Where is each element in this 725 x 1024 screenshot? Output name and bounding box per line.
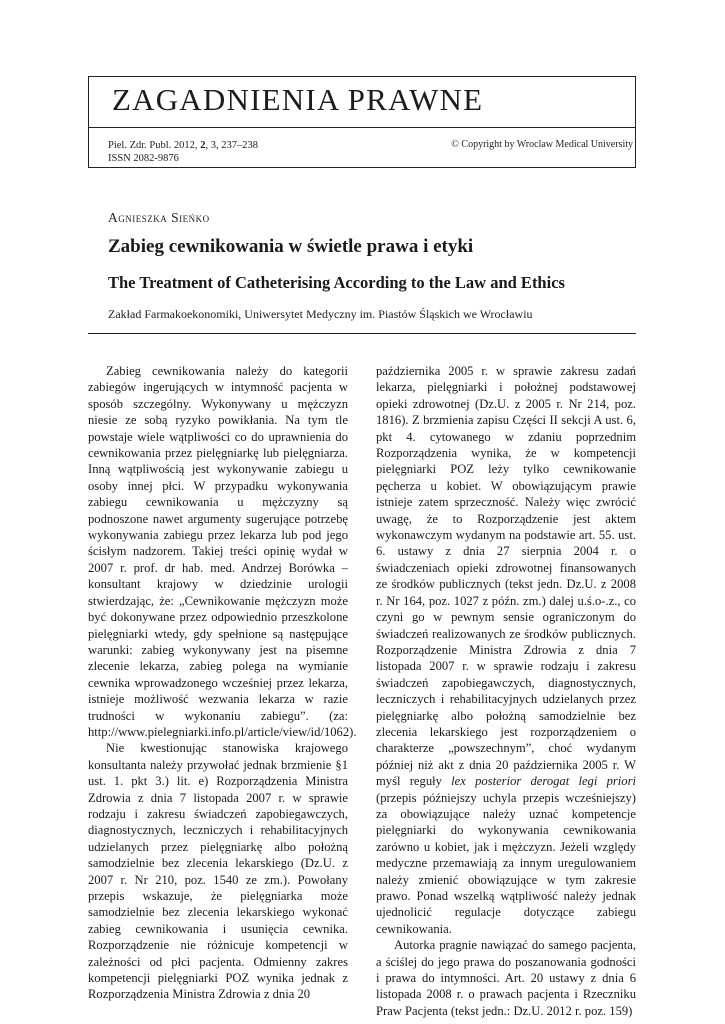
citation-pre: Piel. Zdr. Publ. 2012, <box>108 140 201 151</box>
body-column-right <box>376 363 636 1019</box>
author-name: Agnieszka Sieńko <box>108 210 210 225</box>
paragraph-text: października 2005 r. w sprawie zakresu zadań lekarza, pielęgniarki i położnej podstawowej opieki zdrowotnej (Dz.U. z 2005 r. Nr 214, poz. 1816). Z brzmienia zapisu Części II sekcji A ust. 6, pkt 4. cytowanego w zdaniu poprzednim Rozporządzenia wynika, że w kompetencji pielęgniarki POZ leży tylko cewnikowanie pęcherza u kobiet. W obowiązującym prawie istnieje zatem sprzeczność. Należy więc zwrócić uwagę, że to Rozporządzenie jest aktem wykonawczym wydanym na podstawie art. 55. ust. 6. ustawy z dnia 27 sierpnia 2004 r. o świadczeniach opieki zdrowotnej finansowanych ze środków publicznych (tekst jedn. Dz.U. z 2008 r. Nr 164, poz. 1027 z późn. zm.) dalej u.ś.o-.z., co czyni go w pewnym sensie ograniczonym do świadczeń realizowanych ze środków publicznych. Rozporządzenie Ministra Zdrowia z dnia 7 listopada 2007 r. w sprawie rodzaju i zakresu świadczeń zapobiegawczych, diagnostycznych, leczniczych i rehabilitacyjnych udzielanych przez pielęgniarkę albo położną samodzielnie bez zlecenia lekarskiego jest rozporządzeniem o charakterze „powszechnym”, choć wydanym później niż akt z dnia 20 października 2005 r. W myśl reguły <box>376 364 636 789</box>
citation-info <box>108 139 258 165</box>
paragraph: Zabieg cewnikowania należy do kategorii zabiegów ingerujących w intymność pacjenta w sposób szczególny. Wykonywany u mężczyzn niesie ze sobą ryzyko powikłania. Na tym tle powstaje wiele wątpliwości co do uprawnienia do cewnikowania przez pielęgniarkę lub pielęgniarza. Inną wątpliwością jest wykonywanie zabiegu u osoby innej płci. W przypadku wykonywania zabiegu cewnikowania u mężczyzny są podnoszone nawet argumenty sugerujące potrzebę wykonywania zabiegu przez lekarza lub pod jego ścisłym nadzorem. Takiej treści opinię wydał w 2007 r. prof. dr hab. med. Andrzej Borówka – konsultant krajowy w dziedzinie urologii stwierdzając, że: „Cewnikowanie mężczyzn może być dokonywane przez odpowiednio przeszkolone pielęgniarki wtedy, gdy spełnione są następujące warunki: zabieg wykonywany jest na pisemne zlecenie lekarza, zabieg polega na wymianie cewnika wprowadzonego wcześniej przez lekarza, istnieje możliwość wezwania lekarza w razie trudności w wykonaniu zabiegu”. (za: http://www.pielegniarki.info.pl/article/view/id/1062). <box>88 364 357 739</box>
article-title-polish: Zabieg cewnikowania w świetle prawa i etyki <box>108 236 474 257</box>
copyright-notice: © Copyright by Wroclaw Medical University <box>451 139 633 150</box>
latin-maxim: lex posterior derogat legi priori <box>451 774 636 789</box>
paragraph <box>376 363 636 937</box>
paragraph: Autorka pragnie nawiązać do samego pacjenta, a ściślej do jego prawa do poszanowania godności i prawa do intymności. Art. 20 ustawy z dnia 6 listopada 2008 r. o prawach pacjenta i Rzeczniku Praw Pacjenta (tekst jedn.: Dz.U. 2012 r. poz. 159) <box>376 938 636 1018</box>
citation-post: , 3, 237–238 <box>205 140 258 151</box>
article-title-english: The Treatment of Catheterising According to the Law and Ethics <box>108 273 565 292</box>
body-column-left <box>88 363 357 1003</box>
issn: ISSN 2082-9876 <box>108 153 179 164</box>
paragraph-text: (przepis późniejszy uchyla przepis wcześniejszy) za obowiązujące należy uznać kompetencje pielęgniarki do wykonywania cewnikowania zarówno u kobiet, jak i mężczyzn. Jeżeli względy medyczne przemawiają za innym uregulowaniem należy zmienić obowiązujące w tym zakresie prawo. Ponad wszelką wątpliwość należy jednak ujednolicić regulacje dotyczące zabiegu cewnikowania. <box>376 790 636 936</box>
citation-line <box>108 139 258 152</box>
citation-volume: 2 <box>200 140 206 151</box>
header-divider <box>88 333 636 334</box>
paragraph: Nie kwestionując stanowiska krajowego konsultanta należy przywołać jednak brzmienie §1 ust. 1. pkt 3.) lit. e) Rozporządzenia Ministra Zdrowia z dnia 7 listopada 2007 r. w sprawie rodzaju i zakresu świadczeń zapobiegawczych, diagnostycznych, leczniczych i rehabilitacyjnych udzielanych przez pielęgniarkę albo położną samodzielnie bez zlecenia lekarskiego (Dz.U. z 2007 r. Nr 210, poz. 1540 ze zm.). Powołany przepis wskazuje, że pielęgniarka może samodzielnie bez zlecenia lekarskiego wykonać zabieg cewnikowania i usunięcia cewnika. Rozporządzenie nie różnicuje kompetencji w zależności od płci pacjenta. Odmienny zakres kompetencji pielęgniarki POZ wynika jednak z Rozporządzenia Ministra Zdrowia z dnia 20 <box>88 741 348 1002</box>
author-affiliation: Zakład Farmakoekonomiki, Uniwersytet Medyczny im. Piastów Śląskich we Wrocławiu <box>108 307 533 321</box>
journal-section-title: ZAGADNIENIA PRAWNE <box>112 82 484 117</box>
